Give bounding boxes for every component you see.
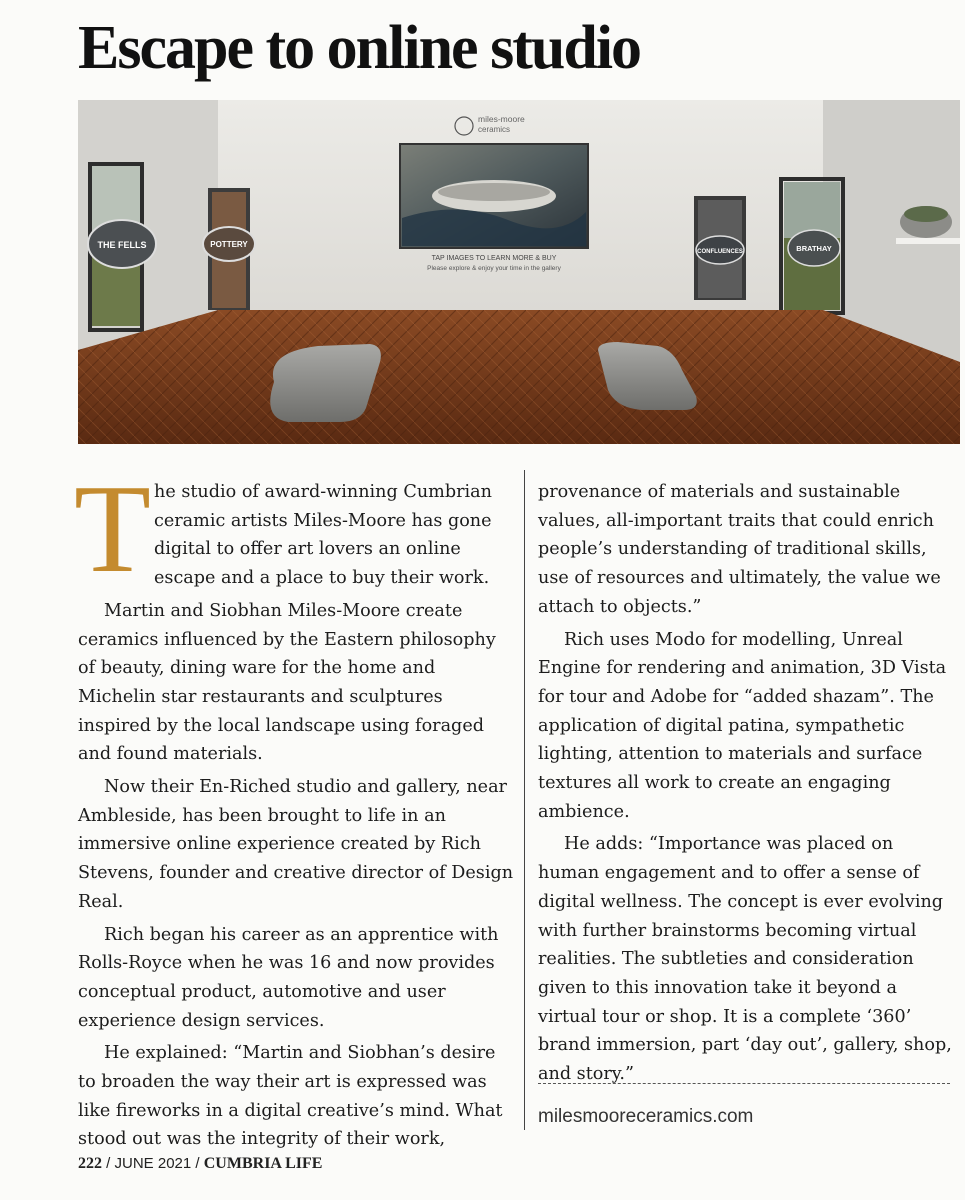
article-column-right <box>538 478 956 1093</box>
sign-confluences: CONFLUENCES <box>697 249 743 255</box>
website-link[interactable]: milesmooreceramics.com <box>538 1106 754 1127</box>
sign-the-fells: THE FELLS <box>97 240 147 250</box>
paragraph: He adds: “Importance was placed on human engagement and to offer a sense of digital wellness. The concept is ever evolving with further brainstorms becoming virtual realities. The subtleties and consideration given to this innovation take it beyond a virtual tour or shop. It is a complete ‘360’ brand immersion, part ‘day out’, gallery, shop, and story.” <box>538 834 952 1085</box>
page-number: 222 <box>78 1155 102 1172</box>
headline: Escape to online studio <box>78 14 641 82</box>
paragraph: Rich began his career as an apprentice with Rolls-Royce when he was 16 and now provides conceptual product, automotive and user experience design services. <box>78 924 499 1031</box>
gallery-caption-1: TAP IMAGES TO LEARN MORE & BUY <box>431 255 557 262</box>
magazine-name: CUMBRIA LIFE <box>203 1155 323 1172</box>
gallery-logo-subtext: ceramics <box>478 125 511 134</box>
gallery-hero-image <box>78 100 960 444</box>
drop-cap: T <box>74 460 151 599</box>
paragraph: The studio of award-winning Cumbrian ceramic artists Miles-Moore has gone digital to offer art lovers an online escape and a place to buy their work. <box>74 460 492 599</box>
paragraph: provenance of materials and sustainable values, all-important traits that could enrich people’s understanding of traditional skills, use of resources and ultimately, the value we attach to objects.” <box>538 482 941 617</box>
paragraph: He explained: “Martin and Siobhan’s desire to broaden the way their art is expressed was like fireworks in a digital creative’s mind. What stood out was the integrity of their work, <box>78 1043 503 1150</box>
sign-brathay: BRATHAY <box>796 244 832 253</box>
paragraph: Martin and Siobhan Miles-Moore create ceramics influenced by the Eastern philosophy of beauty, dining ware for the home and Michelin star restaurants and sculptures inspired by the local landscape using foraged and found materials. <box>78 600 496 765</box>
footer-separator: / <box>195 1155 200 1172</box>
article-column-left <box>74 460 516 1158</box>
footer-separator: / <box>106 1155 111 1172</box>
gallery-logo-text: miles-moore <box>478 114 525 124</box>
page-footer <box>78 1155 322 1173</box>
gallery-caption-2: Please explore & enjoy your time in the gallery <box>427 265 561 272</box>
paragraph: Now their En-Riched studio and gallery, near Ambleside, has been brought to life in an immersive online experience created by Rich Stevens, founder and creative director of Design Real. <box>78 777 514 912</box>
sign-pottery: POTTERY <box>210 240 248 249</box>
paragraph: Rich uses Modo for modelling, Unreal Engine for rendering and animation, 3D Vista for tour and Adobe for “added shazam”. The application of digital patina, sympathetic lighting, attention to materials and surface textures all work to create an engaging ambience. <box>538 629 947 822</box>
dashed-divider <box>538 1083 950 1084</box>
column-divider <box>524 470 525 1130</box>
issue-date: JUNE 2021 <box>114 1155 192 1172</box>
